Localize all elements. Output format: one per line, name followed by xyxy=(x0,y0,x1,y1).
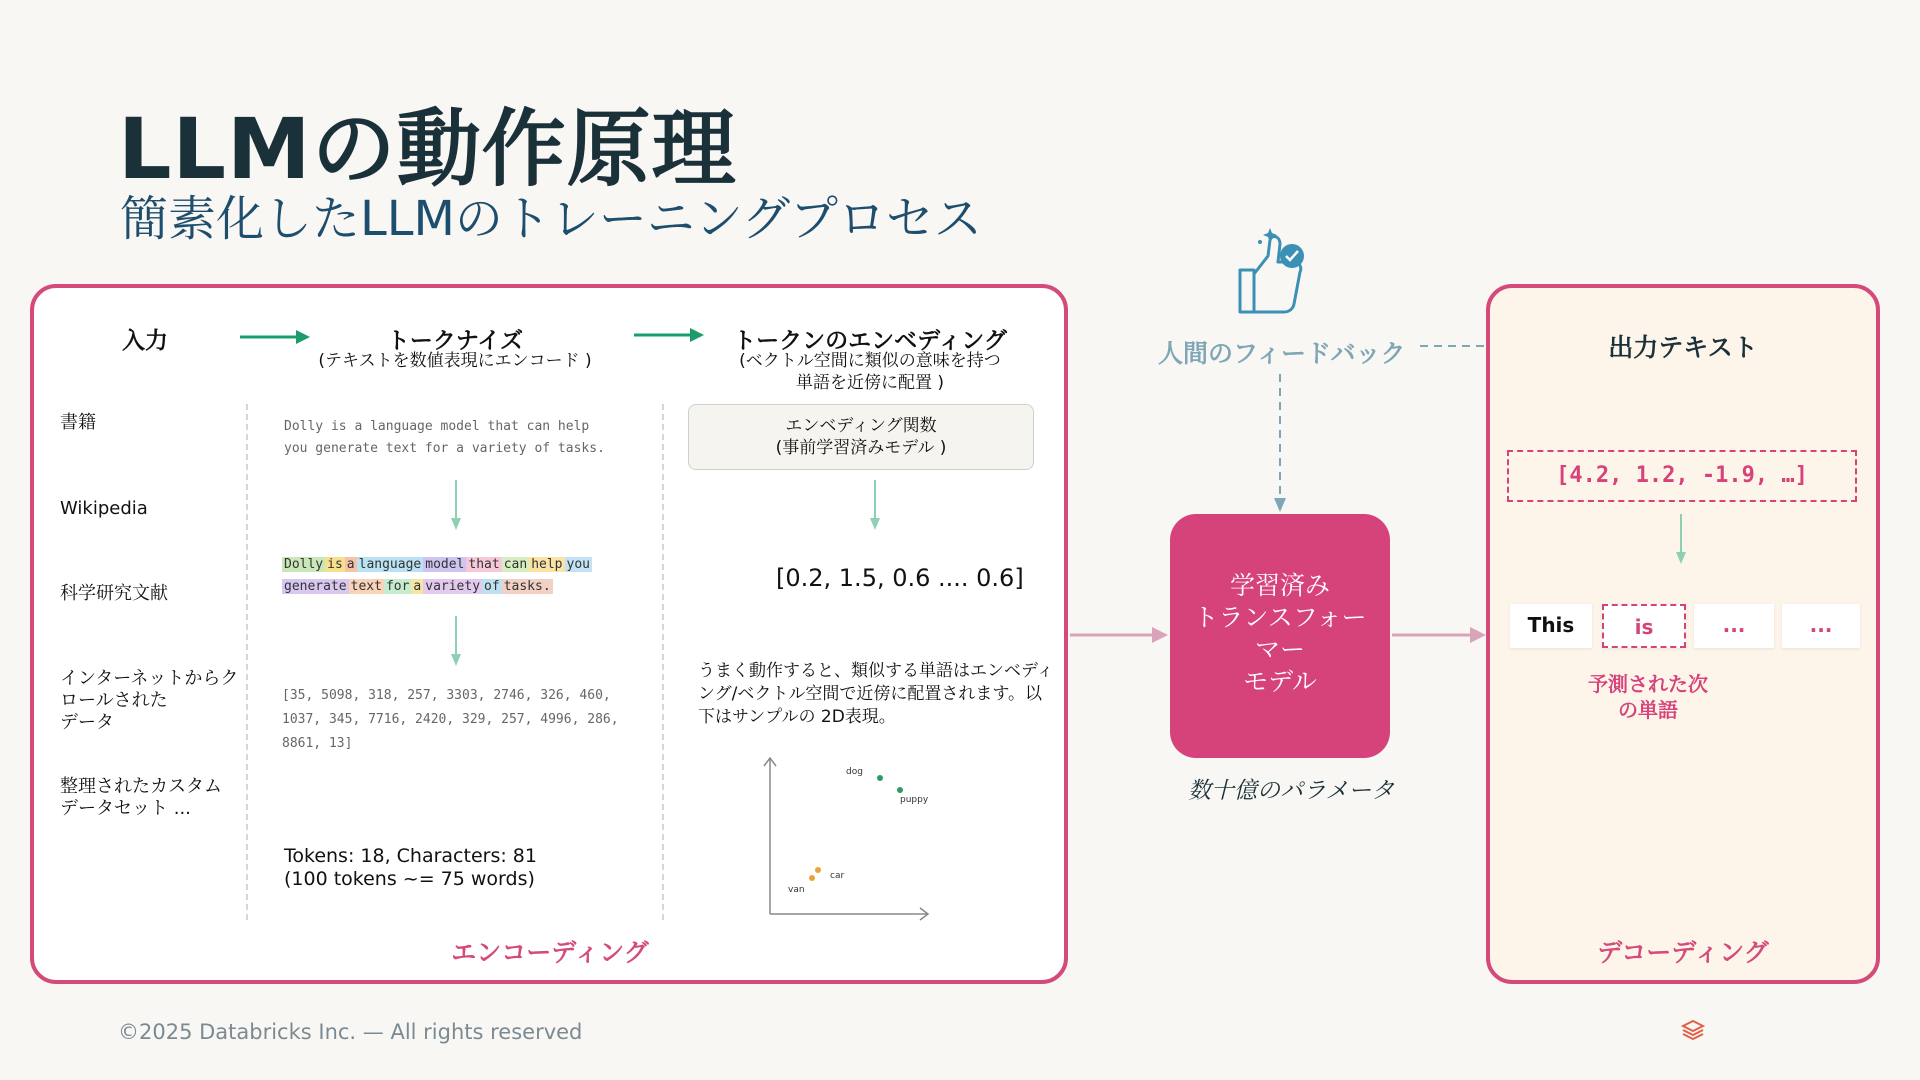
input-header: 入力 xyxy=(122,328,168,354)
token-chip: Dolly xyxy=(284,557,324,572)
token-chip: text xyxy=(350,579,382,594)
embedding-vector: [0.2, 1.5, 0.6 .... 0.6] xyxy=(776,564,1024,592)
embedding-explain-line1: うまく動作すると、類似する単語はエンベディ xyxy=(698,661,1054,681)
model-line1: 学習済み xyxy=(1229,571,1330,600)
predicted-word: is xyxy=(1602,604,1686,648)
token-chip: tasks. xyxy=(503,579,551,594)
scatter-label-car: car xyxy=(830,871,845,881)
encoding-label: エンコーディング xyxy=(451,938,649,967)
source-web-line3: データ xyxy=(60,712,114,733)
sample-text-line1: Dolly is a language model that can help xyxy=(284,419,590,434)
token-ratio: (100 tokens ~= 75 words) xyxy=(284,868,535,890)
embedding-explain-line3: 下はサンプルの 2D表現。 xyxy=(698,707,896,727)
token-count: Tokens: 18, Characters: 81 xyxy=(284,845,537,867)
model-line2: トランスフォー xyxy=(1193,603,1367,632)
scatter-point-car xyxy=(815,867,821,873)
embedding-function-line1: エンベディング関数 xyxy=(785,416,937,436)
embedding-scatter-plot xyxy=(752,752,938,922)
scatter-point-dog xyxy=(877,775,883,781)
tokenize-subtitle: (テキストを数値表現にエンコード ) xyxy=(318,351,592,371)
token-chip: a xyxy=(413,579,422,594)
embedding-header: トークンのエンベディング xyxy=(733,328,1007,354)
model-line3: マー xyxy=(1254,635,1305,664)
page-title: LLMの動作原理 xyxy=(118,100,737,198)
embedding-subtitle-2: 単語を近傍に配置 ) xyxy=(795,373,945,393)
token-chip: is xyxy=(327,557,343,572)
scatter-point-van xyxy=(809,875,815,881)
token-ids-line3: 8861, 13] xyxy=(282,736,353,751)
embedding-subtitle-1: (ベクトル空間に類似の意味を持つ xyxy=(739,351,1001,371)
embedding-explain-line2: ング/ベクトル空間で近傍に配置されます。以 xyxy=(698,684,1043,704)
embedding-function-line2: (事前学習済みモデル ) xyxy=(775,438,947,458)
token-chip: model xyxy=(425,557,465,572)
arrow-down-icon xyxy=(448,616,464,668)
trained-transformer-model xyxy=(1170,514,1390,758)
source-books: 書籍 xyxy=(60,412,96,433)
token-chip: variety xyxy=(425,579,481,594)
source-web-line2: ロールされた xyxy=(60,690,168,711)
arrow-down-icon xyxy=(448,480,464,532)
predicted-label-line2: の単語 xyxy=(1618,698,1678,722)
thumbs-up-icon xyxy=(1232,226,1310,318)
output-text-header: 出力テキスト xyxy=(1608,333,1758,362)
tokenized-line2 xyxy=(282,576,553,598)
arrow-down-icon xyxy=(867,480,883,532)
token-chip: you xyxy=(566,557,590,572)
column-divider xyxy=(246,404,248,920)
token-ids-line2: 1037, 345, 7716, 2420, 329, 257, 4996, 286, xyxy=(282,712,619,727)
scatter-label-puppy: puppy xyxy=(900,795,929,805)
tokenized-line1 xyxy=(282,554,592,576)
human-feedback-label: 人間のフィードバック xyxy=(1158,339,1406,368)
source-wikipedia: Wikipedia xyxy=(60,498,148,519)
model-line4: モデル xyxy=(1243,667,1317,696)
output-word-placeholder: ... xyxy=(1782,604,1860,648)
page-subtitle: 簡素化したLLMのトレーニングプロセス xyxy=(120,191,982,247)
source-custom-line1: 整理されたカスタム xyxy=(60,776,222,797)
arrow-right-icon xyxy=(632,323,706,347)
token-chip: for xyxy=(385,579,410,594)
token-chip: language xyxy=(358,557,422,572)
scatter-point-puppy xyxy=(897,787,903,793)
scatter-label-van: van xyxy=(788,885,805,895)
token-ids-line1: [35, 5098, 318, 257, 3303, 2746, 326, 460, xyxy=(282,688,611,703)
token-chip: help xyxy=(531,557,563,572)
databricks-logo-icon xyxy=(1680,1018,1706,1044)
tokenize-header: トークナイズ xyxy=(386,328,524,354)
embedding-function-box xyxy=(688,404,1034,470)
token-chip: of xyxy=(484,579,500,594)
copyright-footer: ©2025 Databricks Inc. — All rights reserved xyxy=(118,1020,583,1044)
output-word: This xyxy=(1510,604,1592,648)
predicted-label-line1: 予測された次 xyxy=(1588,672,1708,696)
token-chip: that xyxy=(468,557,500,572)
arrow-right-icon xyxy=(1390,622,1490,648)
arrow-down-icon xyxy=(1673,514,1689,566)
output-vector: [4.2, 1.2, -1.9, …] xyxy=(1507,450,1857,502)
dashed-arrow-down-icon xyxy=(1270,372,1290,516)
scatter-label-dog: dog xyxy=(846,767,863,777)
token-chip: a xyxy=(346,557,355,572)
arrow-right-icon xyxy=(1068,622,1172,648)
column-divider xyxy=(662,404,664,920)
model-params: 数十億のパラメータ xyxy=(1188,778,1395,804)
source-web-line1: インターネットからク xyxy=(60,668,239,689)
output-word-placeholder: ... xyxy=(1694,604,1774,648)
decoding-label: デコーディング xyxy=(1597,938,1769,967)
token-chip: generate xyxy=(284,579,347,594)
source-custom-line2: データセット ... xyxy=(60,798,191,819)
source-papers: 科学研究文献 xyxy=(60,583,168,604)
sample-text-line2: you generate text for a variety of tasks. xyxy=(284,441,605,456)
token-chip: can xyxy=(503,557,528,572)
